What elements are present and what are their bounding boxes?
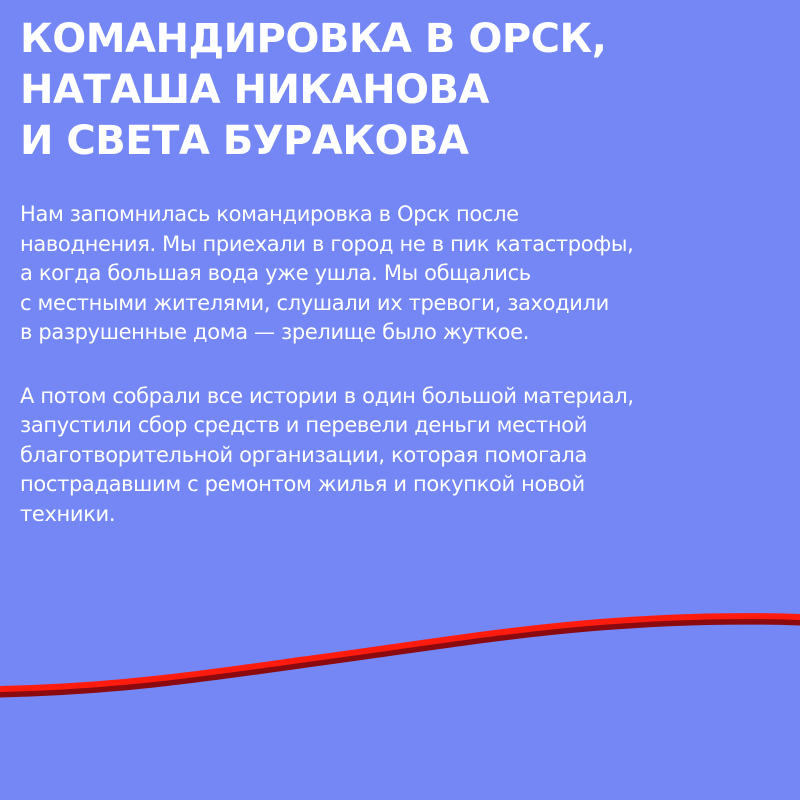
paragraph-line: с местными жителями, слушали их тревоги, заходили bbox=[20, 290, 609, 315]
paragraph-line: в разрушенные дома — зрелище было жуткое. bbox=[20, 320, 530, 344]
title-line: НАТАША НИКАНОВА bbox=[20, 67, 490, 113]
paragraph-line: благотворительной организации, которая помогала bbox=[20, 442, 587, 467]
title-line: И СВЕТА БУРАКОВА bbox=[20, 118, 469, 164]
paragraph-line: пострадавшим с ремонтом жилья и покупкой новой bbox=[20, 472, 585, 496]
paragraph-line: техники. bbox=[20, 501, 116, 526]
paragraph-line: А потом собрали все истории в один большой материал, bbox=[20, 383, 634, 408]
paragraph-1 bbox=[20, 200, 790, 348]
paragraph-2 bbox=[20, 382, 790, 530]
paragraph-line: запустили сбор средств и перевели деньги местной bbox=[20, 413, 587, 437]
paragraph-line: а когда большая вода уже ушла. Мы общались bbox=[20, 261, 531, 285]
story-body bbox=[20, 200, 790, 529]
decorative-wave bbox=[0, 600, 800, 710]
paragraph-line: Нам запомнилась командировка в Орск после bbox=[20, 202, 519, 226]
title-line: КОМАНДИРОВКА В ОРСК, bbox=[20, 16, 607, 62]
paragraph-line: наводнения. Мы приехали в город не в пик катастрофы, bbox=[20, 231, 634, 256]
card-title bbox=[20, 14, 780, 167]
